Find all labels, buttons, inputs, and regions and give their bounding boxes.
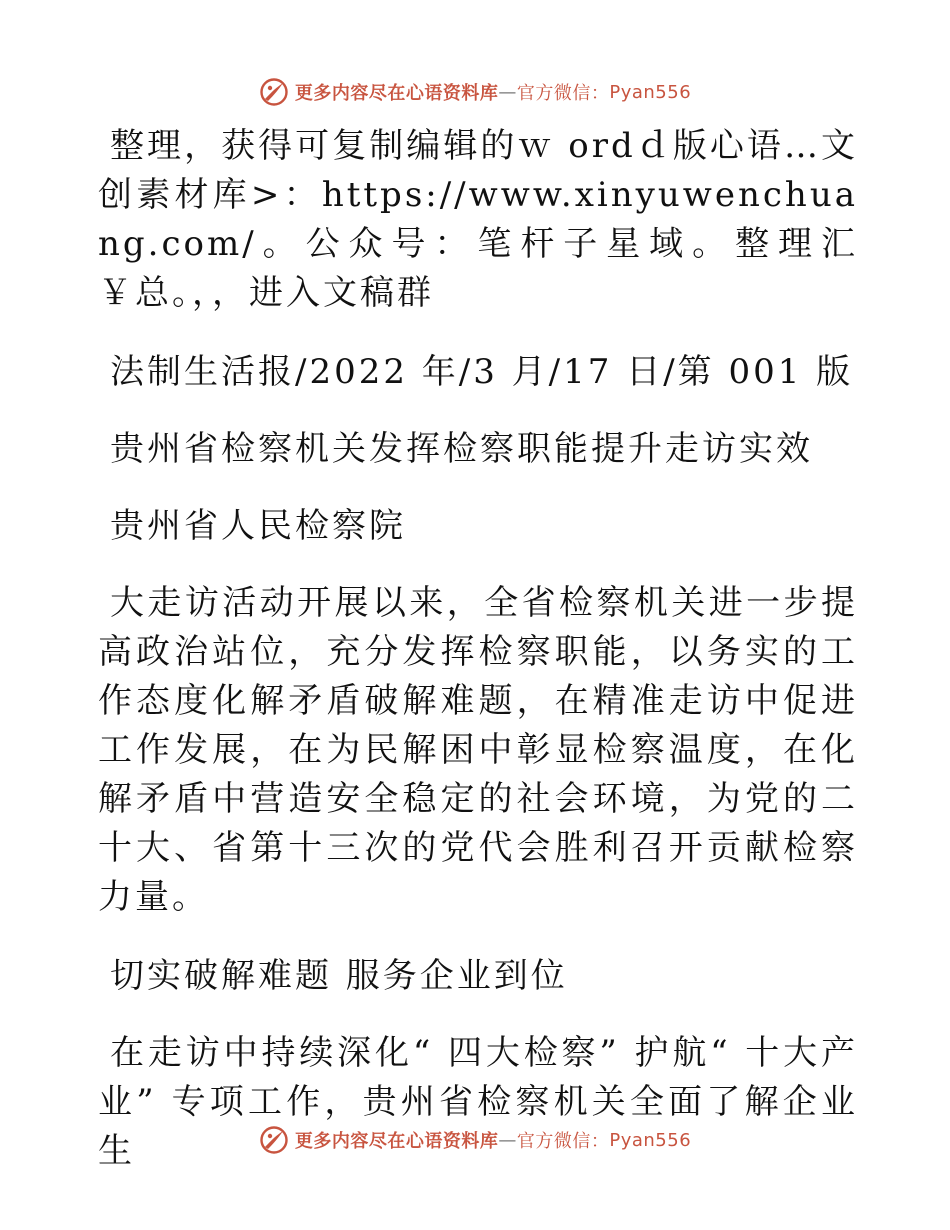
banner-wechat-id: Pyan556 — [609, 1129, 692, 1151]
body-paragraph-2: 在走访中持续深化“ 四大检察” 护航“ 十大产业” 专项工作，贵州省检察机关全面了解企业生 — [98, 1033, 858, 1171]
author-line: 贵州省人民检察院 — [110, 506, 406, 546]
banner-separator: — — [498, 1129, 517, 1151]
banner-wechat-label: 官方微信： — [516, 83, 610, 104]
banner-wechat-label: 官方微信： — [516, 1131, 610, 1152]
banner-wechat-id: Pyan556 — [609, 81, 692, 103]
section-subheading: 切实破解难题 服务企业到位 — [110, 956, 568, 996]
intro-paragraph: 整理，获得可复制编辑的ｗ ordｄ版心语…文创素材库>：https://www.xinyuwenchuang.com/。公众号：笔杆子星域。整理汇￥总。，，进入文稿群 — [98, 126, 858, 313]
source-line: 法制生活报/2022 年/3 月/17 日/第 001 版 — [110, 352, 854, 392]
footer-watermark-banner — [0, 1120, 950, 1160]
document-body — [98, 122, 858, 1206]
brush-logo-icon — [259, 1125, 289, 1155]
headline: 贵州省检察机关发挥检察职能提升走访实效 — [110, 429, 813, 469]
body-paragraph-1: 大走访活动开展以来，全省检察机关进一步提高政治站位，充分发挥检察职能，以务实的工作态度化解矛盾破解难题，在精准走访中促进工作发展，在为民解困中彰显检察温度，在化解矛盾中营造安全稳定的社会环境，为党的二十大、省第十三次的党代会胜利召开贡献检察力量。 — [98, 583, 858, 917]
banner-main-text: 更多内容尽在心语资料库 — [294, 83, 499, 104]
banner-main-text: 更多内容尽在心语资料库 — [294, 1131, 499, 1152]
brush-logo-icon — [259, 77, 289, 107]
header-watermark-banner — [0, 72, 950, 112]
banner-separator: — — [498, 81, 517, 103]
